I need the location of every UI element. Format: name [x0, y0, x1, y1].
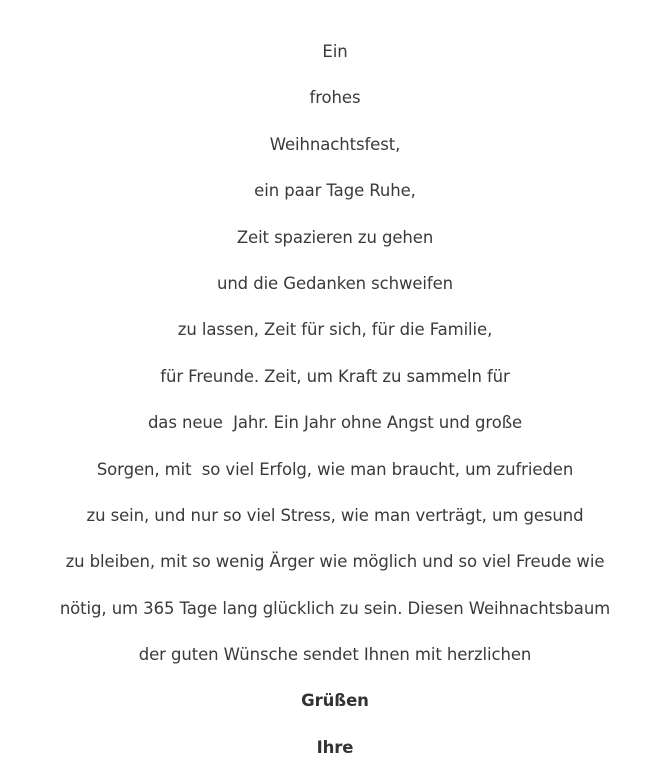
- poem-line: ein paar Tage Ruhe,: [254, 181, 416, 201]
- poem-line: Weihnachtsfest,: [269, 134, 401, 154]
- christmas-greeting-poem: [0, 36, 657, 778]
- poem-line: der guten Wünsche sendet Ihnen mit herzlichen: [138, 645, 532, 665]
- poem-line: Zeit spazieren zu gehen: [236, 227, 434, 247]
- poem-line: Ein: [322, 42, 348, 61]
- poem-line: für Freunde. Zeit, um Kraft zu sammeln für: [160, 366, 510, 386]
- poem-line: frohes: [309, 88, 361, 108]
- poem-line: zu sein, und nur so viel Stress, wie man verträgt, um gesund: [86, 505, 584, 525]
- poem-line-closing: Grüßen: [301, 691, 369, 711]
- poem-line: und die Gedanken schweifen: [216, 273, 454, 293]
- poem-line: zu lassen, Zeit für sich, für die Familie,: [177, 320, 493, 340]
- poem-line: Sorgen, mit so viel Erfolg, wie man braucht, um zufrieden: [96, 459, 574, 479]
- poem-line: zu bleiben, mit so wenig Ärger wie möglich und so viel Freude wie: [65, 552, 605, 572]
- poem-line: nötig, um 365 Tage lang glücklich zu sein. Diesen Weihnachtsbaum: [59, 598, 611, 618]
- poem-line: das neue Jahr. Ein Jahr ohne Angst und große: [147, 413, 523, 433]
- poem-line-signature: Ihre: [316, 737, 354, 757]
